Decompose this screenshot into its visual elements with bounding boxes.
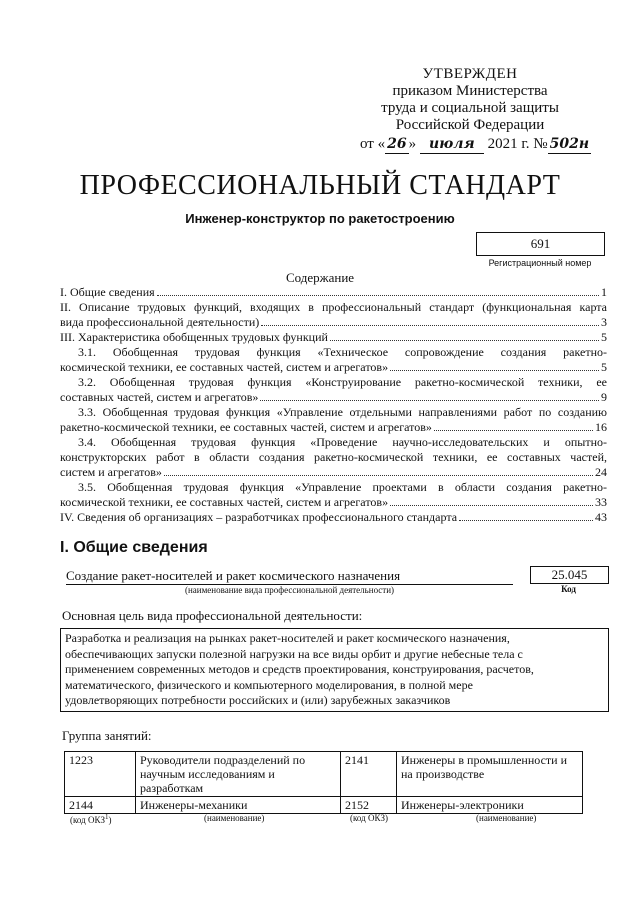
toc-heading: Содержание: [285, 270, 355, 285]
approval-line: труда и социальной защиты: [381, 100, 559, 116]
okz-code-cell: 1223: [65, 752, 136, 797]
toc-item[interactable]: 3.5. Обобщенная трудовая функция «Управление проектами в области создания ракетно- космической техники, ее составных частей, систем и агрегатов» 33: [60, 480, 607, 509]
activity-code-caption: Код: [561, 584, 576, 594]
approval-line: приказом Министерства: [392, 83, 548, 99]
okz-code-caption: (код ОКЗ): [350, 813, 388, 823]
toc-item[interactable]: 3.4. Обобщенная трудовая функция «Проведение научно-исследовательских и опытно- конструкторских работ в области создания ракетно-космической техники, ее составных частей, систем и агрегатов» 24: [60, 435, 607, 479]
date-prefix: от «: [360, 136, 386, 152]
group-label: Группа занятий:: [62, 728, 152, 743]
registration-number-box: 691: [476, 232, 605, 256]
name-caption: (наименование): [476, 813, 537, 823]
goal-line: Разработка и реализация на рынках ракет-носителей и ракет космического назначения,: [65, 631, 510, 645]
activity-code-box: 25.045: [530, 566, 609, 584]
toc-item[interactable]: IV. Сведения об организациях – разработчиках профессионального стандарта 43: [60, 510, 607, 524]
table-row: [65, 752, 583, 797]
occupation-name-cell: Инженеры в промышленности и на производстве: [397, 752, 583, 797]
table-row: [65, 797, 583, 814]
document-subtitle: Инженер-конструктор по ракетостроению: [185, 211, 455, 226]
goal-label: Основная цель вида профессиональной деятельности:: [62, 608, 363, 623]
goal-line: обеспечивающих запуски полезной нагрузки на все виды орбит и другие небесные тела с: [65, 646, 523, 661]
name-caption: (наименование): [204, 813, 265, 823]
activity-kind-value: Создание ракет-носителей и ракет космического назначения: [66, 568, 513, 585]
occupation-groups-table: [64, 751, 583, 814]
okz-code-cell: 2152: [341, 797, 397, 814]
goal-line: удовлетворяющих потребности российских и (или) зарубежных заказчиков: [65, 693, 451, 707]
activity-kind-caption: (наименование вида профессиональной деятельности): [184, 585, 395, 595]
toc-item[interactable]: 3.2. Обобщенная трудовая функция «Конструирование ракетно-космической техники, ее составных частей, систем и агрегатов» 9: [60, 375, 607, 404]
occupation-name-cell: Руководители подразделений по научным исследованиям и разработкам: [136, 752, 341, 797]
okz-code-cell: 2144: [65, 797, 136, 814]
approval-date-line: [360, 136, 590, 154]
date-mid: »: [408, 136, 417, 152]
date-month: июля: [420, 136, 484, 154]
document-title: ПРОФЕССИОНАЛЬНЫЙ СТАНДАРТ: [79, 170, 561, 201]
toc-item[interactable]: I. Общие сведения 1: [60, 285, 607, 299]
okz-code-cell: 2141: [341, 752, 397, 797]
okz-code-caption: (код ОКЗ$^1$): [70, 813, 112, 825]
order-number: 502н: [549, 136, 590, 152]
toc-item[interactable]: III. Характеристика обобщенных трудовых функций 5: [60, 330, 607, 344]
toc-item[interactable]: II. Описание трудовых функций, входящих в профессиональный стандарт (функциональная карта вида профессиональной деятельности) 3: [60, 300, 607, 329]
toc-item[interactable]: 3.1. Обобщенная трудовая функция «Техническое сопровождение создания ракетно- космической техники, ее составных частей, систем и агрегатов» 5: [60, 345, 607, 374]
approval-line: Российской Федерации: [395, 117, 545, 133]
occupation-name-cell: Инженеры-электроники: [397, 797, 583, 814]
goal-line: математического, физического и компьютерного моделирования, в полной мере: [65, 677, 473, 692]
occupation-name-cell: Инженеры-механики: [136, 797, 341, 814]
registration-label: Регистрационный номер: [488, 258, 592, 268]
date-day: 26: [387, 136, 407, 152]
goal-box: [60, 628, 609, 712]
toc-item[interactable]: 3.3. Обобщенная трудовая функция «Управление отдельными направлениями работ по созданию ракетно-космической техники, ее составных частей, систем и агрегатов» 16: [60, 405, 607, 434]
section-heading: I. Общие сведения: [60, 539, 208, 556]
table-of-contents: [60, 285, 607, 525]
approval-title: УТВЕРЖДЕН: [422, 66, 518, 82]
approval-block: [360, 66, 590, 154]
date-year: 2021 г. №: [487, 136, 548, 152]
goal-line: применением современных методов и средств проектирования, конструирования, расчетов,: [65, 662, 534, 676]
